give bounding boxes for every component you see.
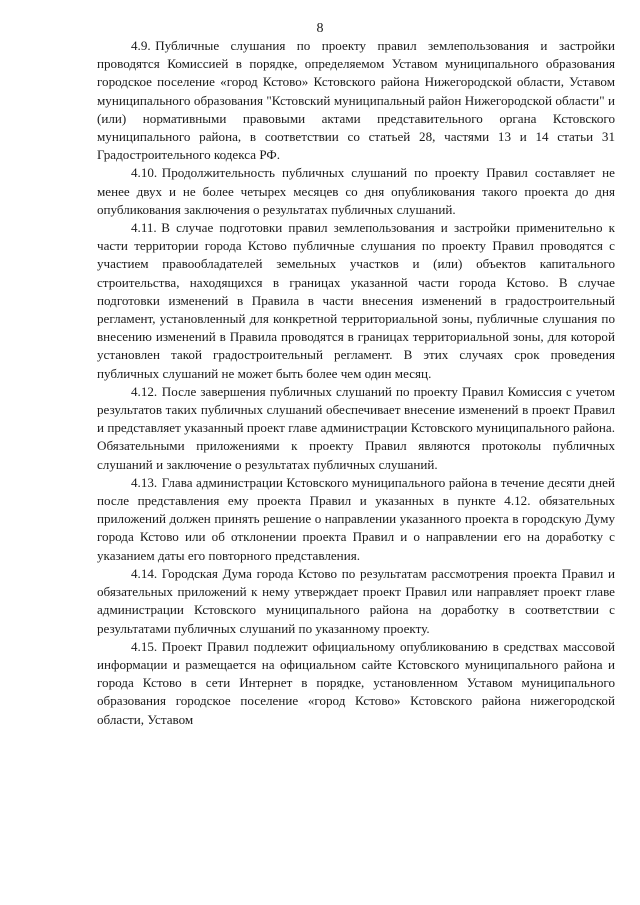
paragraph-4-12 xyxy=(97,383,615,474)
paragraph-4-14 xyxy=(97,565,615,638)
paragraph-number: 4.15. xyxy=(131,638,158,654)
paragraph-number: 4.11. xyxy=(131,220,157,236)
paragraph-text: Публичные слушания по проекту правил землепользования и застройки проводятся Комиссией в порядке, определяемом Уставом муниципального образования городское поселение «город Кстово» Кстовского района Нижегородской области, Уставом муниципального образования "Кстовский муниципальный район Нижегородской области" и (или) нормативными правовыми актами представительного органа Кстовского муниципального района, в соответствии со статьей 28, частями 13 и 14 статьи 31 Градостроительного кодекса РФ. xyxy=(97,38,615,163)
paragraph-number: 4.9. xyxy=(131,38,151,53)
paragraph-text: Глава администрации Кстовского муниципального района в течение десяти дней после представления ему проекта Правил и указанных в пункте 4.12. обязательных приложений должен принять решение о направлении указанного проекта в городскую Думу города Кстово или об отклонении проекта Правил и о направлении его на доработку с указанием даты его повторного представления. xyxy=(97,474,615,563)
paragraph-4-10 xyxy=(97,164,615,219)
paragraph-text: После завершения публичных слушаний по проекту Правил Комиссия с учетом результатов таких публичных слушаний обеспечивает внесение изменений в проект Правил и представляет указанный проект главе администрации Кстовского муниципального района. Обязательными приложениями к проекту Правил являются протоколы публичных слушаний и заключение о результатах публичных слушаний. xyxy=(97,383,615,472)
paragraph-4-13 xyxy=(97,474,615,565)
paragraph-number: 4.13. xyxy=(131,474,158,490)
page-number: 8 xyxy=(316,21,324,36)
paragraph-4-11 xyxy=(97,219,615,383)
paragraph-4-9 xyxy=(97,37,615,164)
paragraph-text: Продолжительность публичных слушаний по проекту Правил составляет не менее двух и не более четырех месяцев со дня опубликования такого проекта до дня опубликования заключения о результатах публичных слушаний. xyxy=(97,165,615,217)
document-body xyxy=(97,37,615,729)
paragraph-text: Городская Дума города Кстово по результатам рассмотрения проекта Правил и обязательных приложений к нему утверждает проект Правил или направляет проект главе администрации Кстовского муниципального района на доработку в соответствии с результатами публичных слушаний по указанному проекту. xyxy=(97,565,615,636)
paragraph-number: 4.14. xyxy=(131,565,158,581)
paragraph-text: Проект Правил подлежит официальному опубликованию в средствах массовой информации и размещается на официальном сайте Кстовского муниципального района и города Кстово в сети Интернет в порядке, установленном Уставом муниципального образования городское поселение «город Кстово» Кстовского района нижегородской области, Уставом xyxy=(97,638,615,727)
paragraph-text: В случае подготовки правил землепользования и застройки применительно к части территории города Кстово публичные слушания по проекту Правил проводятся с участием правообладателей земельных участков и (или) объектов капитального строительства, находящихся в границах указанной части города Кстово. В случае подготовки изменений в Правила в части внесения изменений в градостроительный регламент, установленный для конкретной территориальной зоны, публичные слушания по внесению изменений в Правила проводятся в границах территориальной зоны, для которой установлен такой градостроительный регламент. В этих случаях срок проведения публичных слушаний не может быть более чем один месяц. xyxy=(97,220,615,381)
paragraph-number: 4.12. xyxy=(131,383,158,399)
paragraph-number: 4.10. xyxy=(131,165,158,181)
paragraph-4-15 xyxy=(97,638,615,729)
